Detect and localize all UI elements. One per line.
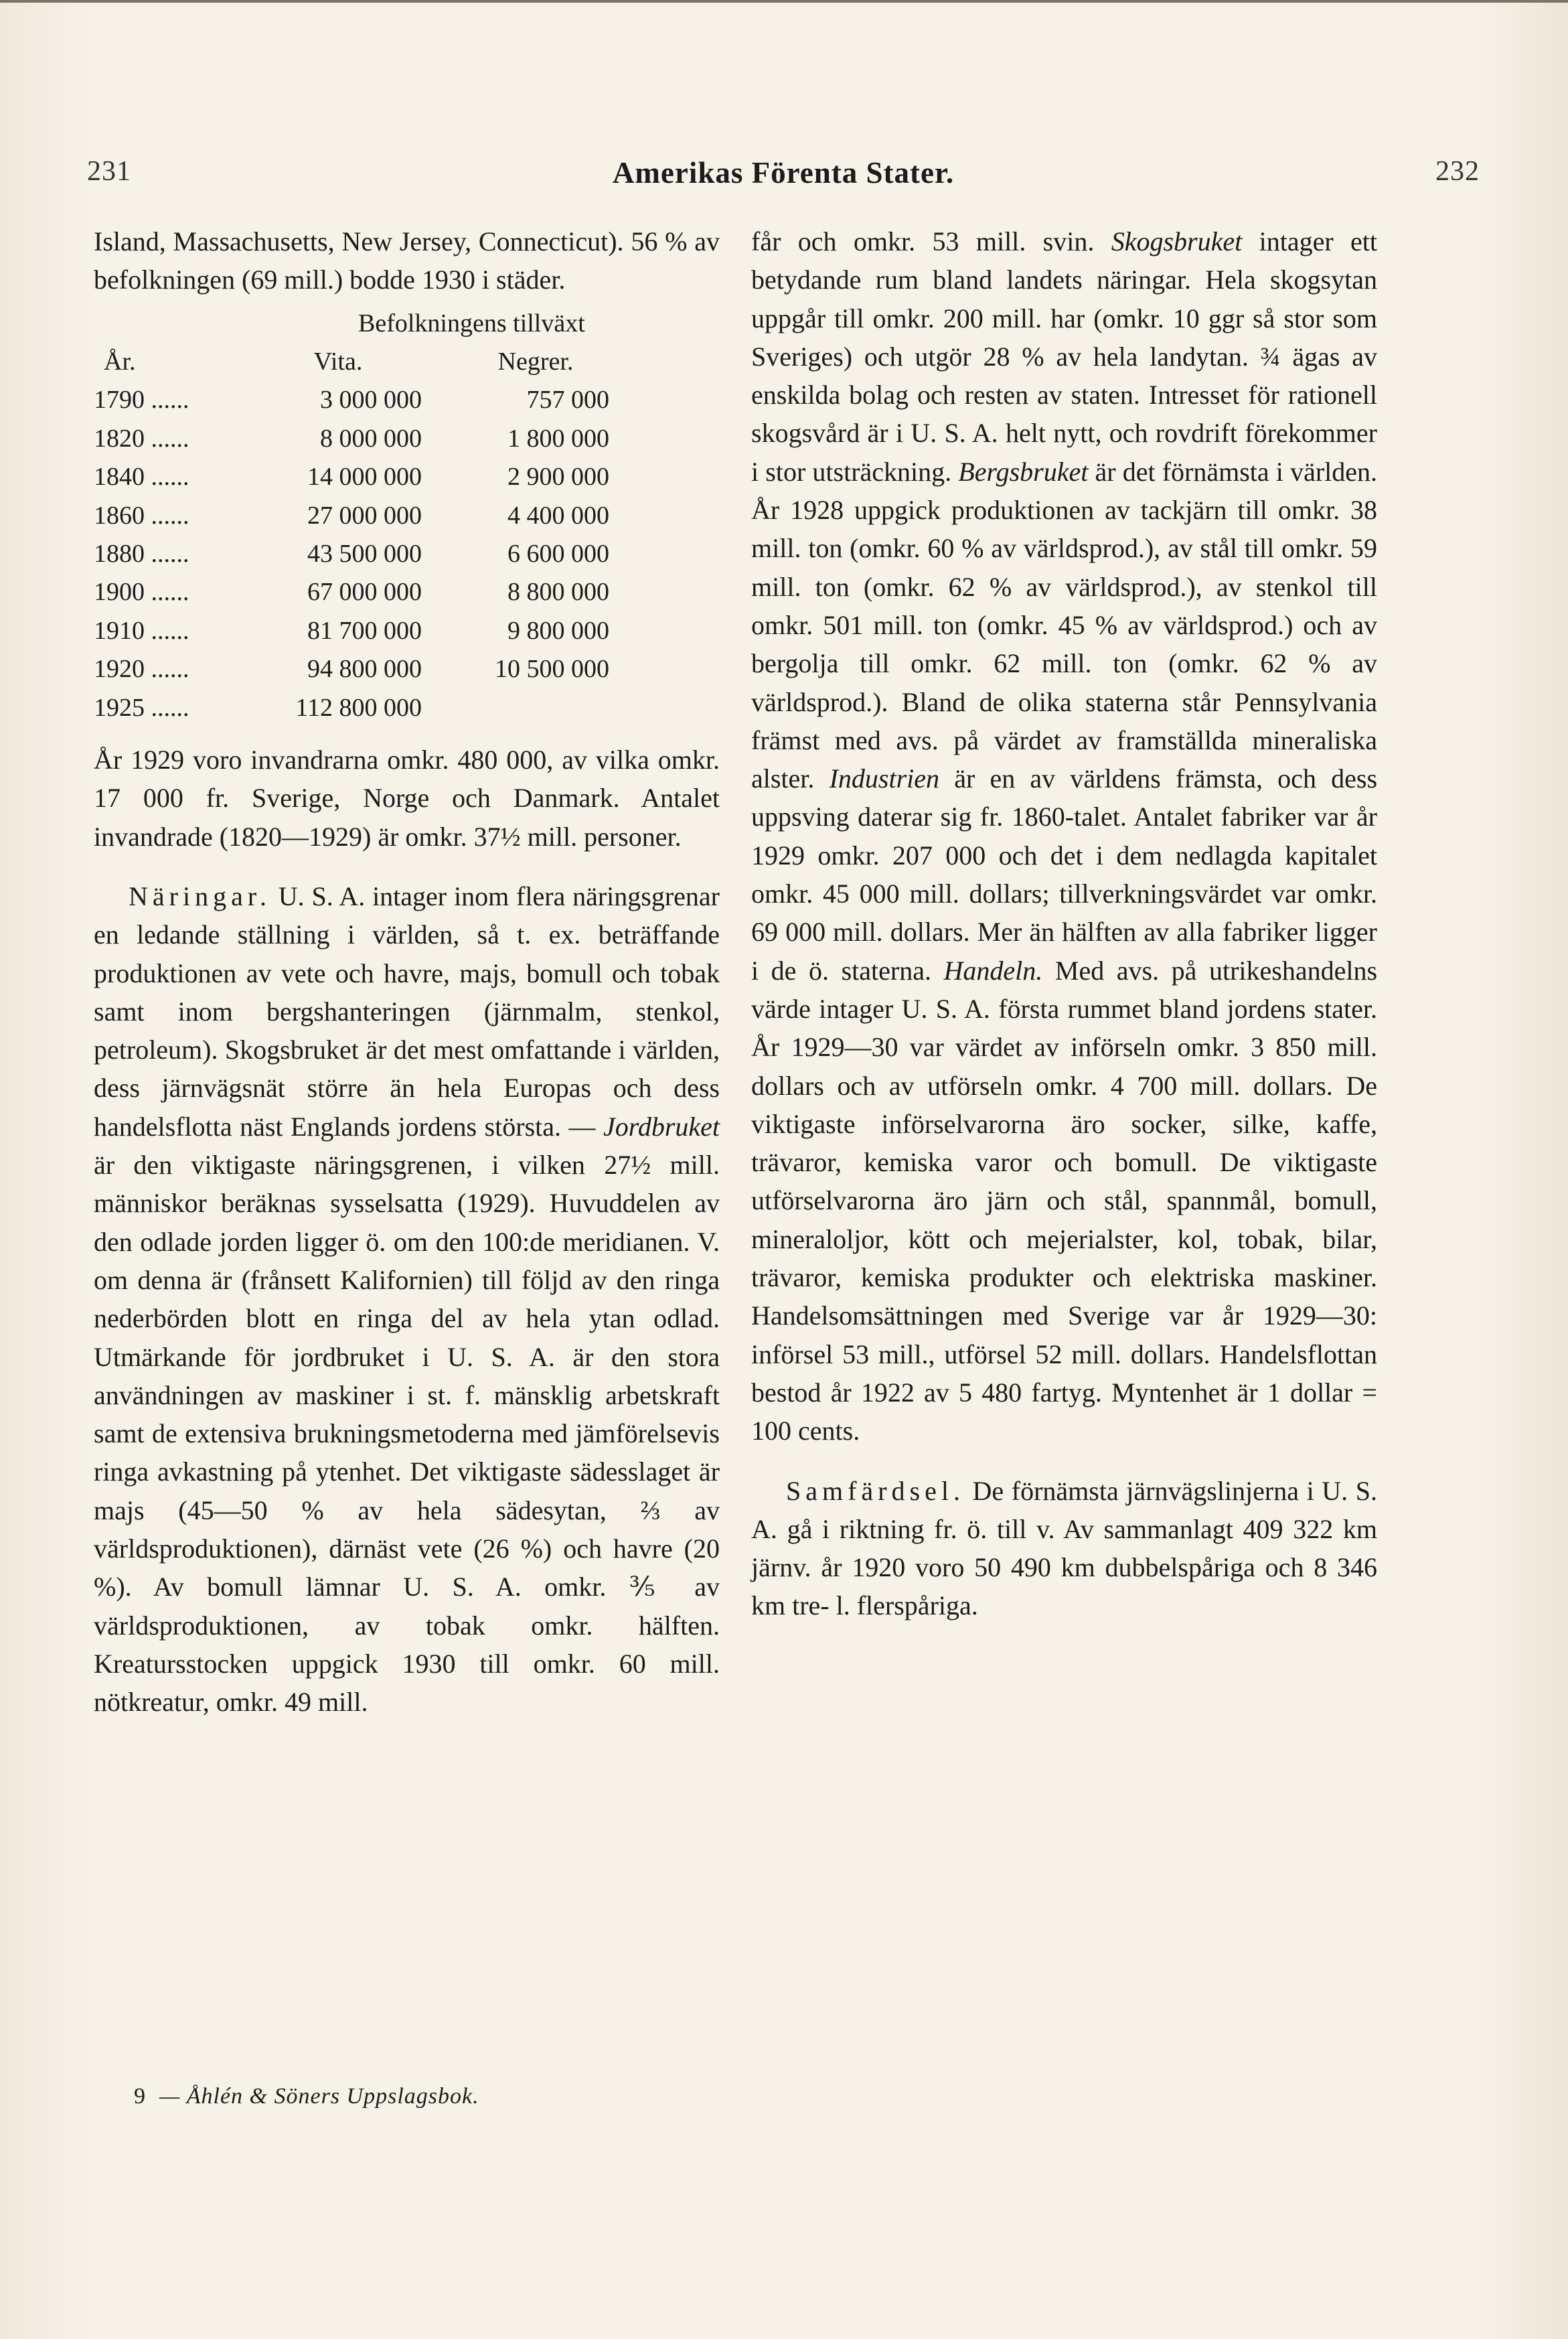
cell-vita: 81 700 000: [307, 616, 422, 645]
cell-vita: 112 800 000: [295, 693, 422, 722]
cell-year: 1925 ......: [94, 693, 189, 722]
col-header-year: År.: [104, 348, 136, 376]
jordbruket-text: är den viktigaste näringsgrenen, i vilken 27½ mill. människor beräknas sysselsatta (1929). Huvuddelen av den odlade jorden ligger ö. om den 100:de meridianen. V. om denna är (frånsett Kalifornien) till följd av den ringa nederbörden blott en ringa del av hela ytan odlad. Utmärkande för jordbruket i U. S. A. är den stora användningen av maskiner i st. f. mänsklig arbetskraft samt de extensiva brukningsmetoderna med jämförelsevis ringa avkastning på ytenhet. Det viktigaste sädesslaget är majs (45—50 % av hela sädesytan, ⅔ av världsproduktionen), därnäst vete (26 %) och havre (20 %). Av bomull lämnar U. S. A. omkr. ⅗ av världsproduktionen, av tobak omkr. hälften. Kreatursstocken uppgick 1930 till omkr. 60 mill. nötkreatur, omkr. 49 mill.: [94, 1150, 720, 1718]
cell-year: 1840 ......: [94, 463, 189, 492]
cell-year: 1790 ......: [94, 386, 189, 414]
cell-vita: 67 000 000: [307, 578, 422, 607]
col-header-negrer: Negrer.: [497, 348, 574, 376]
cell-year: 1900 ......: [94, 578, 189, 607]
paragraph-immigration: År 1929 voro invandrarna omkr. 480 000, av vilka omkr. 17 000 fr. Sverige, Norge och Danmark. Antalet invandrade (1820—1929) är omkr. 37½ mill. personer.: [94, 745, 720, 852]
cell-vita: 8 000 000: [320, 424, 422, 453]
cell-year: 1820 ......: [94, 424, 189, 453]
table-row: [94, 689, 720, 727]
table-row: [94, 497, 720, 535]
cell-vita: 94 800 000: [307, 655, 422, 684]
livestock-text: får och omkr. 53 mill. svin.: [751, 226, 1095, 256]
page-edge: [0, 0, 1568, 3]
bergsbruket-text: är det förnämsta i världen. År 1928 uppgick produktionen av tackjärn till omkr. 38 mill. ton (omkr. 60 % av världsprod.), av stål till omkr. 59 mill. ton (omkr. 62 % av världsprod.), av stenkol till omkr. 501 mill. ton (omkr. 45 % av världsprod.) och av bergolja till omkr. 62 mill. ton (omkr. 62 % av världsprod.). Bland de olika staterna står Pennsylvania främst med avs. på värdet av framställda mineraliska alster.: [751, 456, 1378, 794]
section-label-naringar: Näringar.: [129, 881, 271, 911]
table-title: Befolkningens tillväxt: [358, 309, 585, 337]
table-row: [94, 381, 720, 419]
page-number-right: 232: [1435, 156, 1480, 187]
cell-negrer: 4 400 000: [507, 501, 609, 530]
cell-year: 1860 ......: [94, 501, 189, 530]
term-skogsbruket: Skogsbruket: [1111, 226, 1243, 256]
signature-number: 9: [134, 2084, 146, 2109]
table-row: [94, 420, 720, 458]
handeln-text: Med avs. på utrikeshandelns värde intager U. S. A. första rummet bland jordens stater. År 1929—30 var värdet av införseln omkr. 3 850 mill. dollars och av utförseln omkr. 4 700 mill. dollars. De viktigaste införselvarorna äro socker, silke, kaffe, trävaror, kemiska varor och bomull. De viktigaste utförselvarorna äro järn och stål, spannmål, bomull, mineraloljor, kött och mejerialster, kol, tobak, bilar, trävaror, kemiska produkter och elektriska maskiner. Handelsomsättningen med Sverige var år 1929—30: införsel 53 mill., utförsel 52 mill. dollars. Handelsflottan bestod år 1922 av 5 480 fartyg. Myntenhet är 1 dollar = 100 cents.: [751, 955, 1378, 1446]
paragraph-naringar: [94, 877, 720, 1722]
cell-negrer: 757 000: [526, 386, 609, 414]
cell-vita: 14 000 000: [307, 463, 422, 492]
cell-negrer: 1 800 000: [507, 424, 609, 453]
cell-year: 1920 ......: [94, 655, 189, 684]
cell-vita: 3 000 000: [320, 386, 422, 414]
cell-negrer: 9 800 000: [507, 616, 609, 645]
paragraph-samfardsel: [751, 1472, 1377, 1625]
cell-negrer: 8 800 000: [507, 578, 609, 607]
cell-vita: 27 000 000: [307, 501, 422, 530]
term-jordbruket: Jordbruket: [603, 1111, 720, 1142]
term-bergsbruket: Bergsbruket: [958, 456, 1089, 487]
cell-vita: 43 500 000: [307, 540, 422, 569]
running-header: [87, 155, 1480, 202]
page-number-left: 231: [87, 156, 131, 187]
cell-year: 1880 ......: [94, 540, 189, 569]
col-header-vita: Vita.: [313, 348, 363, 376]
section-label-samfardsel: Samfärdsel.: [786, 1475, 965, 1506]
table-row: [94, 612, 720, 650]
right-column: [751, 222, 1377, 1625]
cell-negrer: [422, 689, 609, 727]
table-row: [94, 535, 720, 573]
publisher-line: — Åhlén & Söners Uppslagsbok.: [159, 2084, 479, 2109]
left-column: [94, 222, 720, 1721]
table-row: [94, 458, 720, 496]
running-title: Amerikas Förenta Stater.: [612, 156, 955, 190]
table-header-row: [94, 343, 720, 381]
cell-negrer: 2 900 000: [507, 463, 609, 492]
table-row: [94, 573, 720, 611]
paragraph-economy: [751, 222, 1377, 1450]
population-table: [94, 305, 720, 727]
term-handeln: Handeln.: [943, 955, 1043, 986]
cell-year: 1910 ......: [94, 616, 189, 645]
page-footer: [134, 2084, 479, 2109]
samfardsel-text: De förnämsta järnvägslinjerna i U. S. A. gå i riktning fr. ö. till v. Av sammanlagt 409 322 km järnv. år 1920 voro 50 490 km dubbelspåriga och 8 346 km tre- l. flerspåriga.: [751, 1475, 1377, 1621]
paragraph-population: Island, Massachusetts, New Jersey, Connecticut). 56 % av befolkningen (69 mill.) bodde 1930 i städer.: [94, 226, 720, 295]
skogsbruket-text: intager ett betydande rum bland landets näringar. Hela skogsytan uppgår till omkr. 200 mill. har (omkr. 10 ggr så stor som Sveriges) och utgör 28 % av hela landytan. ¾ ägas av enskilda bolag och resten av staten. Intresset för rationell skogsvård är i U. S. A. helt nytt, och rovdrift förekommer i stor utsträckning.: [751, 226, 1378, 487]
cell-negrer: 10 500 000: [495, 655, 609, 684]
term-industrien: Industrien: [829, 763, 940, 794]
naringar-text: U. S. A. intager inom flera näringsgrenar en ledande ställning i världen, så t. ex. beträffande produktionen av vete och havre, majs, bomull och tobak samt inom bergshanteringen (järnmalm, stenkol, petroleum). Skogsbruket är det mest omfattande i världen, dess järnvägsnät större än hela Europas och dess handelsflotta näst Englands jordens största. —: [94, 881, 720, 1142]
cell-negrer: 6 600 000: [507, 540, 609, 569]
industrien-text: är en av världens främsta, och dess uppsving daterar sig fr. 1860-talet. Antalet fabriker var år 1929 omkr. 207 000 och det i dem nedlagda kapitalet omkr. 45 000 mill. dollars; tillverkningsvärdet var omkr. 69 000 mill. dollars. Mer än hälften av alla fabriker ligger i de ö. staterna.: [751, 763, 1378, 986]
table-row: [94, 650, 720, 688]
